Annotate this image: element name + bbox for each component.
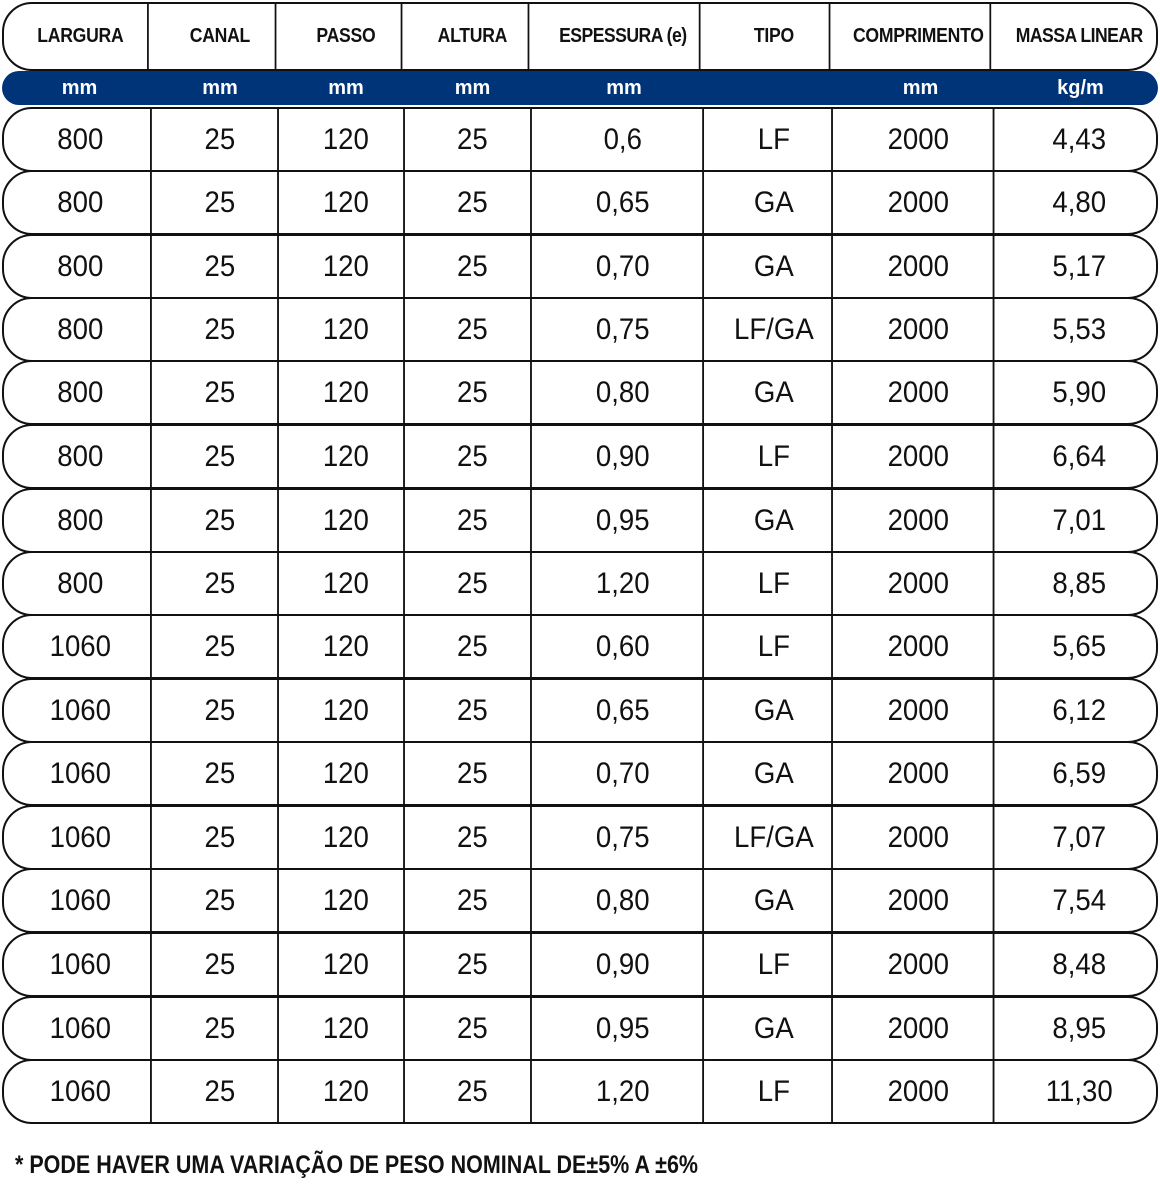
table-cell: 25 — [415, 1061, 531, 1122]
table-cell: 25 — [415, 743, 531, 804]
table-cell: GA — [717, 680, 833, 741]
table-cell: LF — [717, 1061, 833, 1122]
table-cell: 6,12 — [1051, 693, 1106, 727]
table-cell: 7,54 — [1051, 883, 1106, 917]
table-cell: 120 — [289, 109, 405, 170]
table-cell: GA — [717, 998, 833, 1059]
table-cell: 120 — [289, 998, 405, 1059]
table-row — [2, 805, 1158, 870]
table-cell: 800 — [10, 362, 152, 423]
table-cell: 120 — [289, 807, 405, 868]
table-row — [2, 360, 1158, 425]
column-unit: mm — [606, 76, 642, 99]
table-cell: 1060 — [10, 616, 152, 677]
table-cell: 2000 — [844, 870, 995, 931]
table-cell: 25 — [163, 934, 279, 995]
table-cell: 1060 — [10, 680, 152, 741]
table-cell: 25 — [415, 870, 531, 931]
table-row — [2, 551, 1158, 616]
table-cell: 2000 — [844, 299, 995, 360]
column-header: ESPESSURA (e) — [547, 4, 701, 69]
column-unit — [712, 71, 838, 105]
table-cell: 2000 — [844, 553, 995, 614]
table-cell: 2000 — [844, 807, 995, 868]
table-cell: 0,95 — [543, 998, 704, 1059]
footnote: * PODE HAVER UMA VARIAÇÃO DE PESO NOMINAL DE±5% A ±6% — [15, 1151, 699, 1179]
table-cell: 8,48 — [1051, 947, 1106, 981]
table-cell: GA — [717, 362, 833, 423]
table-cell: 800 — [10, 172, 152, 233]
table-cell: 2000 — [844, 616, 995, 677]
table-cell: 2000 — [844, 490, 995, 551]
table-cell: 1060 — [10, 998, 152, 1059]
table-cell: 0,60 — [543, 616, 704, 677]
table-cell: 0,6 — [543, 109, 704, 170]
column-header: CANAL — [166, 4, 276, 69]
table-row — [2, 932, 1158, 997]
table-cell: 5,65 — [1051, 629, 1106, 663]
table-cell: 2000 — [844, 426, 995, 487]
table-cell: 1060 — [10, 807, 152, 868]
table-cell: 0,80 — [543, 362, 704, 423]
table-cell: 800 — [10, 236, 152, 297]
table-cell: 5,17 — [1051, 249, 1106, 283]
column-unit: kg/m — [1057, 76, 1104, 99]
table-row — [2, 170, 1158, 235]
table-row — [2, 1059, 1158, 1124]
table-cell: 25 — [415, 490, 531, 551]
table-row — [2, 234, 1158, 299]
table-cell: 120 — [289, 553, 405, 614]
table-cell: 25 — [415, 426, 531, 487]
table-row — [2, 488, 1158, 553]
column-unit: mm — [454, 76, 491, 99]
table-cell: 25 — [163, 743, 279, 804]
table-cell: 0,70 — [543, 743, 704, 804]
table-cell: 25 — [415, 109, 531, 170]
table-cell: 120 — [289, 236, 405, 297]
table-cell: LF/GA — [717, 299, 833, 360]
table-cell: 25 — [163, 172, 279, 233]
table-cell: 800 — [10, 426, 152, 487]
column-unit: mm — [902, 76, 939, 99]
column-header: ALTURA — [417, 4, 528, 69]
table-cell: 120 — [289, 743, 405, 804]
table-cell: LF — [717, 109, 833, 170]
table-cell: 120 — [289, 616, 405, 677]
table-cell: 120 — [289, 362, 405, 423]
table-cell: 25 — [163, 870, 279, 931]
table-cell: 25 — [415, 362, 531, 423]
column-header: PASSO — [292, 4, 402, 69]
table-cell: 25 — [163, 616, 279, 677]
units-row — [2, 71, 1158, 105]
table-cell: 0,75 — [543, 807, 704, 868]
table-cell: 120 — [289, 426, 405, 487]
table-cell: 25 — [163, 998, 279, 1059]
table-cell: 2000 — [844, 934, 995, 995]
column-header: COMPRIMENTO — [847, 4, 992, 69]
table-cell: GA — [717, 870, 833, 931]
table-cell: 0,70 — [543, 236, 704, 297]
table-cell: 25 — [163, 362, 279, 423]
table-cell: 25 — [415, 236, 531, 297]
table-cell: 25 — [415, 998, 531, 1059]
table-cell: 6,59 — [1051, 756, 1106, 790]
table-cell: 25 — [163, 1061, 279, 1122]
table-cell: 25 — [415, 616, 531, 677]
table-cell: 0,95 — [543, 490, 704, 551]
table-cell: 8,95 — [1051, 1011, 1106, 1045]
table-cell: 2000 — [844, 1061, 995, 1122]
table-cell: 120 — [289, 1061, 405, 1122]
table-cell: 0,65 — [543, 680, 704, 741]
table-cell: 120 — [289, 934, 405, 995]
table-cell: 25 — [163, 109, 279, 170]
table-row — [2, 424, 1158, 489]
table-cell: 8,85 — [1051, 566, 1106, 600]
table-cell: 1,20 — [543, 553, 704, 614]
table-cell: 800 — [10, 299, 152, 360]
table-cell: 2000 — [844, 109, 995, 170]
table-cell: GA — [717, 172, 833, 233]
table-cell: 2000 — [844, 362, 995, 423]
table-cell: 6,64 — [1051, 439, 1106, 473]
table-cell: 4,43 — [1051, 122, 1106, 156]
table-row — [2, 741, 1158, 806]
table-cell: 0,75 — [543, 299, 704, 360]
table-cell: 2000 — [844, 680, 995, 741]
table-cell: 1060 — [10, 934, 152, 995]
table-cell: 2000 — [844, 236, 995, 297]
table-cell: 25 — [163, 426, 279, 487]
table-cell: 25 — [415, 299, 531, 360]
table-cell: 2000 — [844, 743, 995, 804]
table-cell: 2000 — [844, 998, 995, 1059]
table-cell: 2000 — [844, 172, 995, 233]
table-cell: 120 — [289, 680, 405, 741]
table-cell: 120 — [289, 172, 405, 233]
table-cell: 25 — [163, 807, 279, 868]
table-cell: 0,80 — [543, 870, 704, 931]
table-cell: GA — [717, 743, 833, 804]
table-cell: GA — [717, 236, 833, 297]
table-cell: 25 — [163, 553, 279, 614]
table-cell: 25 — [415, 934, 531, 995]
table-cell: 0,90 — [543, 426, 704, 487]
table-cell: 7,07 — [1051, 820, 1106, 854]
table-cell: 25 — [415, 807, 531, 868]
table-cell: 25 — [163, 236, 279, 297]
table-cell: 0,65 — [543, 172, 704, 233]
column-header: TIPO — [719, 4, 829, 69]
table-cell: LF — [717, 553, 833, 614]
table-cell: 1,20 — [543, 1061, 704, 1122]
header-row — [2, 2, 1158, 71]
table-row — [2, 107, 1158, 172]
table-cell: 7,01 — [1051, 503, 1106, 537]
table-cell: 1060 — [10, 870, 152, 931]
table-cell: 25 — [415, 553, 531, 614]
column-header: MASSA LINEAR — [1015, 25, 1143, 47]
table-cell: 25 — [163, 490, 279, 551]
table-cell: 120 — [289, 870, 405, 931]
table-cell: 1060 — [10, 743, 152, 804]
table-cell: 25 — [415, 172, 531, 233]
table-cell: LF — [717, 616, 833, 677]
table-row — [2, 868, 1158, 933]
table-row — [2, 678, 1158, 743]
column-unit: mm — [202, 76, 238, 99]
table-cell: 25 — [163, 299, 279, 360]
table-cell: GA — [717, 490, 833, 551]
table-cell: 11,30 — [1045, 1074, 1113, 1108]
column-header: LARGURA — [13, 4, 149, 69]
table-cell: LF/GA — [717, 807, 833, 868]
table-cell: 120 — [289, 490, 405, 551]
table-cell: 800 — [10, 490, 152, 551]
table-cell: 800 — [10, 109, 152, 170]
table-row — [2, 297, 1158, 362]
table-cell: 25 — [163, 680, 279, 741]
table-cell: 1060 — [10, 1061, 152, 1122]
table-cell: 5,90 — [1051, 375, 1106, 409]
table-cell: 25 — [415, 680, 531, 741]
table-cell: LF — [717, 426, 833, 487]
table-cell: 0,90 — [543, 934, 704, 995]
table-cell: LF — [717, 934, 833, 995]
column-unit: mm — [61, 76, 98, 99]
column-unit: mm — [328, 76, 364, 99]
table-cell: 800 — [10, 553, 152, 614]
table-cell: 5,53 — [1051, 312, 1106, 346]
table-cell: 4,80 — [1051, 185, 1106, 219]
table-cell: 120 — [289, 299, 405, 360]
table-row — [2, 996, 1158, 1061]
table-row — [2, 614, 1158, 679]
